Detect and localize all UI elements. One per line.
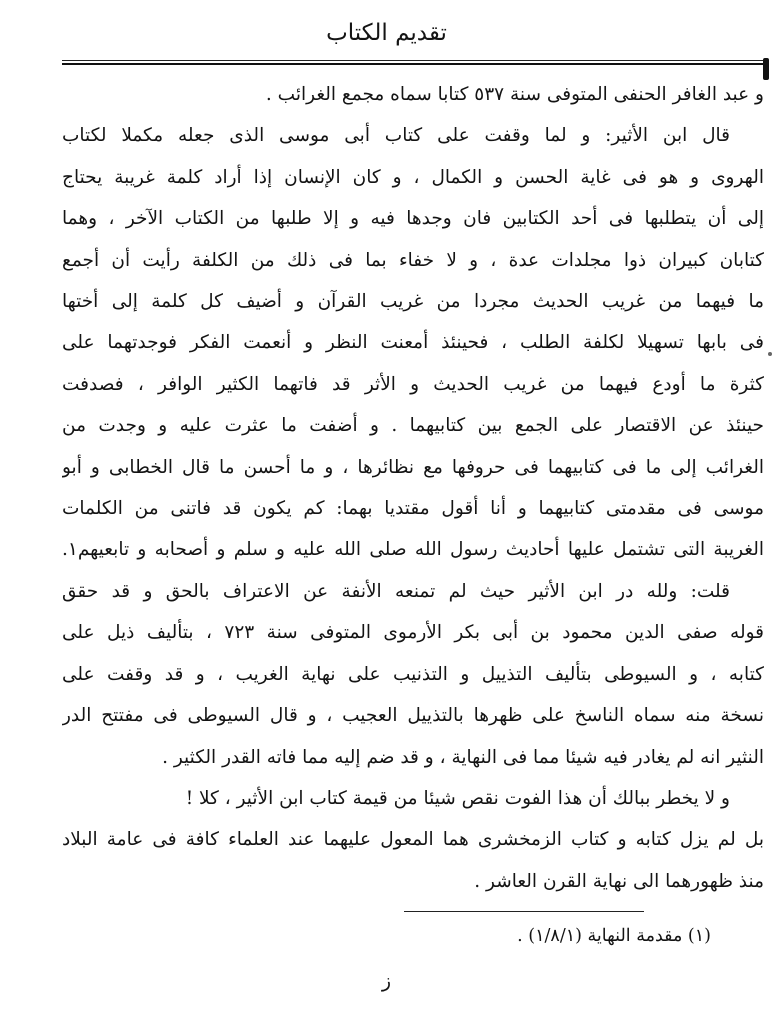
text-line: كتابان كبيران ذوا مجلدات عدة ، و لا خفاء بما فى ذلك من الكلفة رأيت أن أجمع (62, 249, 764, 271)
page-edge-dot (768, 352, 772, 356)
text-line: قلت: ولله در ابن الأثير حيث لم تمنعه الأنفة عن الاعتراف بالحق و قد حقق (62, 580, 730, 602)
text-line: النثير انه لم يغادر فيه شيئا مما فى النهاية ، و قد ضم إليه مما فاته القدر الكثير . (162, 746, 764, 768)
text-line: الغريبة التى تشتمل عليها أحاديث رسول الله صلى الله عليه و سلم و أصحابه و تابعيهم١. (62, 539, 764, 561)
text-line: إلى أن يتطلبها فى أحد الكتابين فان وجدها فيه و إلا طلبها من الكتاب الآخر ، وهما (62, 208, 764, 230)
footnote: (١) مقدمة النهاية (١/٨/١) . (517, 926, 711, 946)
text-line: نسخة منه سماه الناسخ على ظهرها بالتذييل العجيب ، و قال السيوطى فى مفتتح الدر (62, 705, 764, 727)
header-rule-thick (62, 63, 764, 65)
text-line: قوله صفى الدين محمود بن أبى بكر الأرموى المتوفى سنة ٧٢٣ ، بتأليف ذيل على (62, 622, 764, 644)
text-line: كثرة ما أودع فيهما من غريب الحديث و الأثر قد فاتهما الكثير الوافر ، فصدفت (62, 373, 764, 395)
text-line: كتابه ، و السيوطى بتأليف التذييل و التذنيب على نهاية الغريب ، و قد وقفت على (62, 663, 764, 685)
text-line: و لا يخطر ببالك أن هذا الفوت نقص شيئا من قيمة كتاب ابن الأثير ، كلا ! (185, 787, 730, 809)
text-line: قال ابن الأثير: و لما وقفت على كتاب أبى موسى الذى جعله مكملا لكتاب (62, 125, 730, 147)
header-rule-thin (62, 60, 764, 61)
text-line: حينئذ عن الاقتصار على الجمع بين كتابيهما . و أضفت ما عثرت عليه و وجدت من (62, 415, 764, 437)
text-line: الغرائب إلى ما فى كتابيهما فى حروفها مع نظائرها ، و ما أحسن ما قال الخطابى و أبو (62, 456, 764, 478)
text-line: الهروى و هو فى غاية الحسن و الكمال ، و كان الإنسان إذا أراد كلمة غريبة يحتاج (62, 166, 764, 188)
text-line: بل لم يزل كتابه و كتاب الزمخشرى هما المعول عليهما عند العلماء كافة فى عامة البلاد (62, 829, 764, 851)
text-line: فى بابها تسهيلا لكلفة الطلب ، فحينئذ أمعنت النظر و أنعمت الفكر فوجدتهما على (62, 332, 764, 354)
text-line: و عبد الغافر الحنفى المتوفى سنة ٥٣٧ كتابا سماه مجمع الغرائب . (265, 84, 764, 105)
page-number: ز (381, 970, 392, 992)
body-text (62, 74, 764, 902)
page-header-title: تقديم الكتاب (326, 20, 447, 46)
footnote-rule (404, 911, 644, 912)
text-line: منذ ظهورهما الى نهاية القرن العاشر . (474, 870, 764, 892)
text-line: موسى فى مقدمتى كتابيهما و أنا أقول مقتديا بهما: كم يكون قد فاتنى من الكلمات (62, 498, 764, 520)
text-line: ما فيهما من غريب الحديث مجردا من غريب القرآن و أضيف كل كلمة إلى أختها (62, 291, 764, 313)
